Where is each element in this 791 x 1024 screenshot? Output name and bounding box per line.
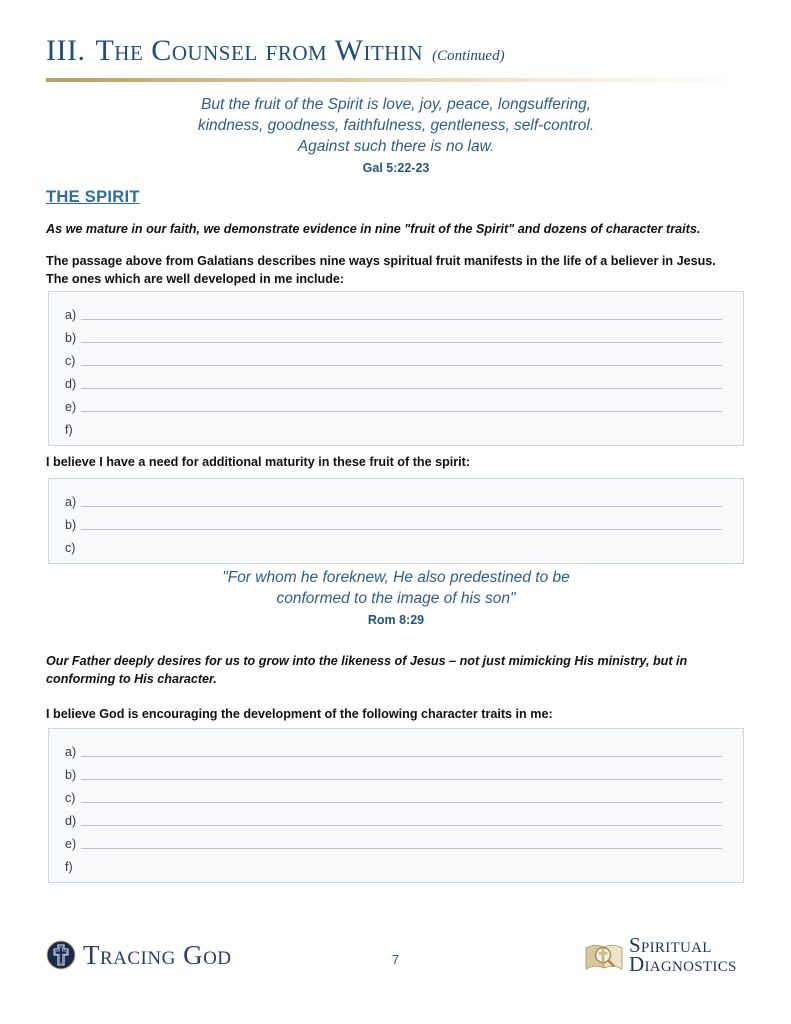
scripture-line: conformed to the image of his son": [276, 590, 516, 607]
answer-row[interactable]: [59, 760, 733, 783]
title-divider-rule: [46, 78, 746, 82]
answer-write-line[interactable]: [81, 434, 722, 435]
scripture-line: But the fruit of the Spirit is love, joy, peace, longsuffering,: [200, 96, 591, 113]
answer-letter: c): [65, 541, 76, 555]
answer-letter: a): [65, 495, 77, 509]
answer-row[interactable]: [59, 369, 733, 392]
answer-row[interactable]: [59, 829, 733, 852]
answer-write-line[interactable]: [81, 802, 722, 803]
scripture-quote-romans: [46, 567, 746, 627]
answer-box-need-maturity[interactable]: [48, 478, 744, 564]
answer-letter: e): [65, 837, 77, 851]
title-numeral: III.: [46, 34, 86, 67]
spiritual-diagnostics-logo: [583, 933, 737, 976]
answer-write-line[interactable]: [81, 825, 722, 826]
answer-write-line[interactable]: [81, 342, 722, 343]
title-continued-note: (Continued): [432, 48, 505, 64]
logo-line-one: Spiritual: [629, 933, 712, 957]
tracing-god-wordmark: Tracing God: [83, 939, 232, 970]
section-intro-text: As we mature in our faith, we demonstrate evidence in nine "fruit of the Spirit" and dozens of character traits.: [46, 222, 701, 236]
title-line: [46, 34, 746, 67]
answer-row[interactable]: [59, 737, 733, 760]
answer-write-line[interactable]: [81, 365, 722, 366]
answer-row[interactable]: [59, 487, 733, 510]
answer-row[interactable]: [59, 300, 733, 323]
answer-row[interactable]: [59, 346, 733, 369]
answer-letter: d): [65, 814, 77, 828]
passage-prompt-text: The passage above from Galatians describes nine ways spiritual fruit manifests in the life of a believer in Jesus. The ones which are well developed in me include:: [46, 254, 716, 286]
title-main-text: The Counsel from Within: [95, 34, 424, 67]
answer-row[interactable]: [59, 323, 733, 346]
page-title: [46, 34, 746, 67]
answer-row[interactable]: [59, 852, 733, 875]
answer-letter: b): [65, 768, 77, 782]
character-traits-prompt-text: I believe God is encouraging the development of the following character traits in me:: [46, 707, 553, 721]
scripture-line: "For whom he foreknew, He also predestined to be: [222, 569, 570, 586]
answer-row[interactable]: [59, 510, 733, 533]
answer-letter: f): [65, 860, 73, 874]
answer-row[interactable]: [59, 533, 733, 556]
section-heading-the-spirit: THE SPIRIT: [46, 188, 140, 206]
answer-row[interactable]: [59, 392, 733, 415]
open-book-magnifier-icon: [583, 936, 625, 974]
logo-line-two: Diagnostics: [629, 952, 737, 976]
answer-box-well-developed-fruit[interactable]: [48, 291, 744, 446]
answer-write-line[interactable]: [81, 756, 722, 757]
scripture-line: kindness, goodness, faithfulness, gentleness, self-control.: [197, 117, 595, 134]
answer-letter: a): [65, 745, 77, 759]
answer-write-line[interactable]: [81, 411, 722, 412]
answer-letter: c): [65, 354, 76, 368]
answer-letter: b): [65, 518, 77, 532]
answer-letter: c): [65, 791, 76, 805]
answer-letter: b): [65, 331, 77, 345]
answer-write-line[interactable]: [81, 871, 722, 872]
scripture-line: Against such there is no law.: [297, 138, 495, 155]
answer-write-line[interactable]: [81, 529, 722, 530]
answer-row[interactable]: [59, 783, 733, 806]
answer-write-line[interactable]: [81, 506, 722, 507]
scripture-reference: Gal 5:22-23: [362, 161, 430, 175]
answer-row[interactable]: [59, 806, 733, 829]
scripture-reference: Rom 8:29: [367, 613, 425, 627]
answer-letter: f): [65, 423, 73, 437]
answer-write-line[interactable]: [81, 319, 722, 320]
answer-write-line[interactable]: [81, 848, 722, 849]
father-desires-text: Our Father deeply desires for us to grow into the likeness of Jesus – not just mimicking His ministry, but in conforming to His character.: [46, 654, 688, 686]
answer-letter: e): [65, 400, 77, 414]
page-number: 7: [391, 952, 400, 967]
answer-letter: a): [65, 308, 77, 322]
need-maturity-prompt-text: I believe I have a need for additional maturity in these fruit of the spirit:: [46, 455, 471, 469]
answer-row[interactable]: [59, 415, 733, 438]
answer-letter: d): [65, 377, 77, 391]
answer-box-character-traits[interactable]: [48, 728, 744, 883]
answer-write-line[interactable]: [81, 388, 722, 389]
answer-write-line[interactable]: [81, 779, 722, 780]
scripture-quote-galatians: [46, 94, 746, 175]
answer-write-line[interactable]: [81, 552, 722, 553]
spiritual-diagnostics-wordmark: [629, 933, 737, 976]
